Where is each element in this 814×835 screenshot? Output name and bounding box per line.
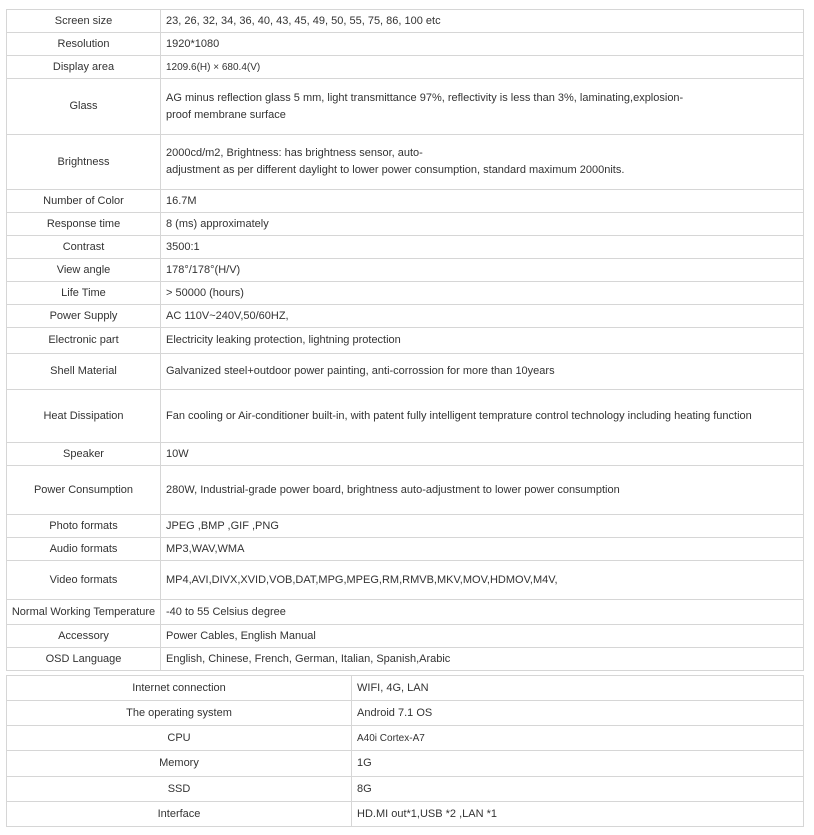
spec-label-heat-dissipation: Heat Dissipation xyxy=(7,390,161,443)
spec-label-response-time: Response time xyxy=(7,213,161,236)
spec-value-view-angle: 178°/178°(H/V) xyxy=(161,259,804,282)
table-row xyxy=(7,538,804,561)
table-row xyxy=(7,259,804,282)
system-value-memory: 1G xyxy=(352,751,804,777)
table-row xyxy=(7,236,804,259)
spec-label-power-supply: Power Supply xyxy=(7,305,161,328)
system-label-memory: Memory xyxy=(7,751,352,777)
spec-label-normal-working-temperature: Normal Working Temperature xyxy=(7,600,161,625)
system-value-cpu: A40i Cortex-A7 xyxy=(352,726,804,751)
spec-value-resolution: 1920*1080 xyxy=(161,33,804,56)
table-row xyxy=(7,701,804,726)
spec-value-speaker: 10W xyxy=(161,443,804,466)
spec-value-osd-language: English, Chinese, French, German, Italian, Spanish,Arabic xyxy=(161,648,804,671)
spec-value-brightness-line-1: 2000cd/m2, Brightness: has brightness sensor, auto- xyxy=(166,147,423,159)
table-row xyxy=(7,282,804,305)
system-value-operating-system: Android 7.1 OS xyxy=(352,701,804,726)
table-row xyxy=(7,443,804,466)
system-label-ssd: SSD xyxy=(7,777,352,802)
spec-label-number-of-color: Number of Color xyxy=(7,190,161,213)
spec-value-glass-line-1: AG minus reflection glass 5 mm, light transmittance 97%, reflectivity is less than 3%, laminating,explosion- xyxy=(166,91,684,104)
spec-label-display-area: Display area xyxy=(7,56,161,79)
table-row xyxy=(7,56,804,79)
spec-label-accessory: Accessory xyxy=(7,625,161,648)
spec-value-heat-dissipation: Fan cooling or Air-conditioner built-in, with patent fully intelligent temprature control technology including heating function xyxy=(161,390,804,443)
spec-value-audio-formats: MP3,WAV,WMA xyxy=(161,538,804,561)
system-table xyxy=(6,675,804,827)
table-row xyxy=(7,79,804,135)
spec-label-view-angle: View angle xyxy=(7,259,161,282)
spec-label-shell-material: Shell Material xyxy=(7,354,161,390)
spec-value-photo-formats: JPEG ,BMP ,GIF ,PNG xyxy=(161,515,804,538)
table-row xyxy=(7,354,804,390)
table-row xyxy=(7,777,804,802)
table-row xyxy=(7,466,804,515)
spec-value-power-consumption: 280W, Industrial-grade power board, brightness auto-adjustment to lower power consumption xyxy=(161,466,804,515)
spec-label-video-formats: Video formats xyxy=(7,561,161,600)
table-row xyxy=(7,213,804,236)
spec-label-photo-formats: Photo formats xyxy=(7,515,161,538)
spec-value-glass-line-2: proof membrane surface xyxy=(166,108,286,121)
spec-value-shell-material: Galvanized steel+outdoor power painting, anti-corrossion for more than 10years xyxy=(161,354,804,390)
table-row xyxy=(7,676,804,701)
spec-value-glass xyxy=(161,79,804,135)
system-value-interface: HD.MI out*1,USB *2 ,LAN *1 xyxy=(352,802,804,827)
spec-value-number-of-color: 16.7M xyxy=(161,190,804,213)
spec-value-brightness xyxy=(161,135,804,190)
table-row xyxy=(7,390,804,443)
spec-value-screen-size: 23, 26, 32, 34, 36, 40, 43, 45, 49, 50, 55, 75, 86, 100 etc xyxy=(161,10,804,33)
spec-label-power-consumption: Power Consumption xyxy=(7,466,161,515)
spec-value-display-area: 1209.6(H) × 680.4(V) xyxy=(161,56,804,79)
system-value-ssd: 8G xyxy=(352,777,804,802)
table-row xyxy=(7,190,804,213)
table-row xyxy=(7,305,804,328)
system-label-interface: Interface xyxy=(7,802,352,827)
system-label-internet-connection: Internet connection xyxy=(7,676,352,701)
table-row xyxy=(7,33,804,56)
spec-label-contrast: Contrast xyxy=(7,236,161,259)
spec-value-response-time: 8 (ms) approximately xyxy=(161,213,804,236)
spec-value-accessory: Power Cables, English Manual xyxy=(161,625,804,648)
spec-value-electronic-part: Electricity leaking protection, lightning protection xyxy=(161,328,804,354)
table-row xyxy=(7,10,804,33)
table-row xyxy=(7,625,804,648)
table-row xyxy=(7,802,804,827)
table-row xyxy=(7,515,804,538)
spec-label-life-time: Life Time xyxy=(7,282,161,305)
table-row xyxy=(7,135,804,190)
spec-value-power-supply: AC 110V~240V,50/60HZ, xyxy=(161,305,804,328)
spec-label-osd-language: OSD Language xyxy=(7,648,161,671)
system-label-operating-system: The operating system xyxy=(7,701,352,726)
spec-value-brightness-line-2: adjustment as per different daylight to lower power consumption, standard maximum 2000nits. xyxy=(166,164,625,176)
system-label-cpu: CPU xyxy=(7,726,352,751)
spec-value-video-formats: MP4,AVI,DIVX,XVID,VOB,DAT,MPG,MPEG,RM,RMVB,MKV,MOV,HDMOV,M4V, xyxy=(161,561,804,600)
spec-label-electronic-part: Electronic part xyxy=(7,328,161,354)
spec-label-screen-size: Screen size xyxy=(7,10,161,33)
table-row xyxy=(7,328,804,354)
table-row xyxy=(7,726,804,751)
table-row xyxy=(7,648,804,671)
spec-label-resolution: Resolution xyxy=(7,33,161,56)
spec-value-contrast: 3500:1 xyxy=(161,236,804,259)
table-row xyxy=(7,751,804,777)
table-row xyxy=(7,561,804,600)
spec-label-speaker: Speaker xyxy=(7,443,161,466)
table-row xyxy=(7,600,804,625)
spec-table xyxy=(6,9,804,671)
spec-label-audio-formats: Audio formats xyxy=(7,538,161,561)
spec-value-life-time: > 50000 (hours) xyxy=(161,282,804,305)
spec-label-brightness: Brightness xyxy=(7,135,161,190)
spec-value-normal-working-temperature: -40 to 55 Celsius degree xyxy=(161,600,804,625)
spec-label-glass: Glass xyxy=(7,79,161,135)
system-value-internet-connection: WIFI, 4G, LAN xyxy=(352,676,804,701)
